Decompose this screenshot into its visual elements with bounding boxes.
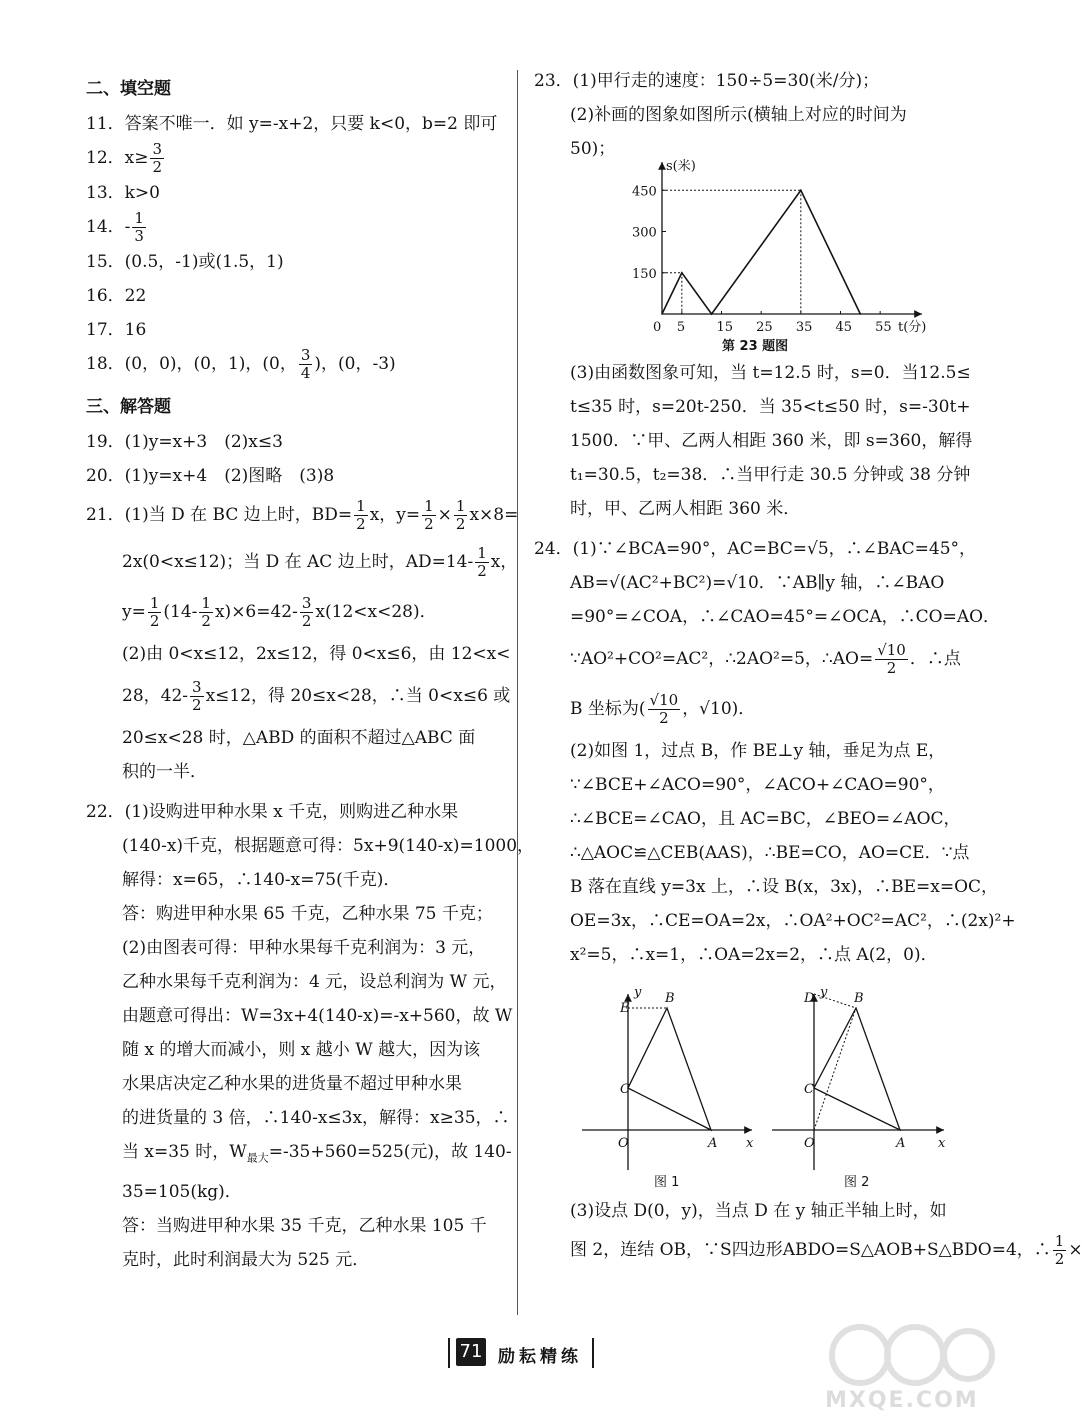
answer-15: 15．(0.5，-1)或(1.5，1) (86, 252, 284, 272)
fig1-label-e: E (620, 1001, 630, 1016)
page-number: 71 (456, 1338, 486, 1366)
answer-16: 16．22 (86, 286, 147, 306)
chart-x-tick-label: 55 (875, 320, 892, 335)
fig1-label-x: x (746, 1136, 754, 1151)
fraction: $\frac{3}{4}$ (300, 346, 311, 382)
brand-name: 励耘精练 (498, 1347, 582, 1367)
answer-19: 19．(1)y=x+3 (2)x≤3 (86, 432, 283, 452)
fraction: $\frac{1}{2}$ (455, 497, 466, 533)
chart-x-tick-label: 5 (676, 320, 686, 335)
fig1-caption: 图 1 (654, 1175, 680, 1190)
chart-y-tick-label: 450 (632, 184, 657, 200)
geometry-figures (534, 972, 954, 1194)
figure-24-diagrams (534, 972, 954, 1194)
fraction: $\frac{1}{2}$ (201, 594, 211, 630)
fraction: $\frac{3}{2}$ (301, 594, 312, 630)
answer-17: 17．16 (86, 320, 147, 340)
left-column (86, 64, 535, 1283)
fraction: $\frac{1}{2}$ (477, 544, 487, 580)
footer-right-bar (592, 1338, 594, 1368)
answer-20: 20．(1)y=x+4 (2)图略 (3)8 (86, 466, 335, 486)
column-divider (517, 70, 518, 1315)
answer-14: 14．- $\frac{1}{3}$ (86, 209, 144, 245)
chart-point (661, 313, 663, 315)
chart-point (681, 272, 683, 274)
chart-point (860, 313, 862, 315)
fraction: $\frac{1}{3}$ (134, 209, 144, 245)
fig1-triangle (628, 1008, 711, 1130)
chart-x-tick-label: 35 (795, 320, 813, 335)
answer-18: 18．(0，0)，(0，1)，(0， $\frac{3}{4}$ )，(0，-3) (86, 346, 396, 382)
distance-time-chart (534, 159, 954, 356)
fig2-label-x: x (938, 1136, 946, 1151)
answer-12: 12．x≥ $\frac{3}{2}$ (86, 140, 163, 176)
watermark-text: MXQE.COM (825, 1388, 979, 1413)
watermark-logo-icon (820, 1320, 995, 1390)
chart-x-tick-label: 15 (716, 320, 734, 335)
chart-point (711, 313, 713, 315)
chart-title: 第 23 题图 (722, 339, 789, 354)
fig1-label-y: y (634, 985, 642, 1000)
watermark (820, 1320, 995, 1420)
chart-x-tick-label: 45 (835, 320, 853, 335)
fraction: $\frac{√10}{2}$ (877, 641, 906, 677)
right-column (534, 64, 1083, 1278)
fig2-label-b: B (854, 991, 864, 1006)
fraction: $\frac{√10}{2}$ (649, 691, 679, 727)
chart-y-tick-label: 300 (632, 225, 657, 241)
fig2-label-c: C (804, 1082, 814, 1097)
footer-left-bar (448, 1338, 450, 1368)
fraction: $\frac{1}{2}$ (1054, 1232, 1065, 1268)
chart-x-label: t(分) (898, 320, 927, 335)
fig2-triangle (814, 1008, 900, 1130)
fig1-label-b: B (665, 991, 675, 1006)
figure-2 (772, 985, 946, 1190)
figure-1 (582, 985, 754, 1190)
fraction: $\frac{1}{2}$ (356, 497, 366, 533)
fig2-label-d: D (804, 991, 815, 1006)
chart-series-line (662, 190, 860, 314)
chart-x-tick-label: 25 (756, 320, 773, 335)
answer-11: 11．答案不唯一．如 y=-x+2，只要 k<0，b=2 即可 (86, 114, 498, 134)
fig2-ob-dashed (814, 1008, 856, 1130)
fig2-label-y: y (820, 985, 828, 1000)
fig1-label-c: C (620, 1082, 630, 1097)
chart-y-tick-label: 150 (632, 266, 657, 282)
fraction: $\frac{3}{2}$ (192, 678, 202, 714)
fig2-caption: 图 2 (844, 1175, 870, 1190)
section-solve-title: 三、解答题 (86, 397, 171, 417)
section-fill-blank-title: 二、填空题 (86, 79, 171, 99)
fig2-label-o: O (804, 1136, 815, 1151)
answer-21: 21．(1)当 D 在 BC 边上时，BD= $\frac{1}{2}$ x，y= $\frac{1}{2}$ × $\frac{1}{2}$ x×8= 2x(0<x≤12)；当 D 在 AC 边上时，AD=14- $\frac{1}{2}$ x， y= $\frac{1}{2}$ (14- $\frac{1}{2}$ x)×6=42- $\frac{3}{2}$ x(12<x<28)． (2)由 0<x≤12，2x≤12，得 0<x≤6，由 12<x< 28，42- $\frac{3}{2}$ x≤12，得 20≤x<28，∴当 0<x≤6 或 20≤x<28 时，△ABD 的面积不超过△ABC 面 积的一半． (86, 497, 519, 782)
chart-point (800, 189, 802, 191)
answer-24: 24．(1)∵∠BCA=90°，AC=BC=√5，∴∠BAC=45°， AB=√(AC²+BC²)=√10．∵AB∥y 轴，∴∠BAO =90°=∠COA，∴∠CAO=45°=∠OCA，∴CO=AO． ∵AO²+CO²=AC²，∴2AO²=5，∴AO= $\frac{√10}{2}$ ．∴点 B 坐标为( $\frac{√10}{2}$ ，√10)． (2)如图 1，过点 B，作 BE⊥y 轴，垂足为点 E， ∵∠BCE+∠ACO=90°，∠ACO+∠CAO=90°， ∴∠BCE=∠CAO，且 AC=BC，∠BEO=∠AOC， ∴△AOC≌△CEB(AAS)，∴BE=CO，AO=CE．∵点 B 落在直线 y=3x 上，∴设 B(x，3x)，∴BE=x=OC， OE=3x，∴CE=OA=2x，∴OA²+OC²=AC²，∴(2x)²+ x²=5，∴x=1，∴OA=2x=2，∴点 A(2，0)． E B C O A x y 图 1 D B C O A x y 图 2 (3)设点 D(0，y)，当点 D 在 y 轴正半轴上时，如 图 2，连结 OB，∵S四边形ABDO=S△AOB+S△BDO=4，∴ $\frac{1}{2}$ × (534, 539, 1083, 1268)
answer-23: 23．(1)甲行走的速度：150÷5=30(米/分)； (2)补画的图象如图所示(横轴上对应的时间为 50)； s(米) t(分) 0 5 15 25 35 45 55 150 300 450 第 23 题图 (3)由函数图象可知，当 t=12.5 时，s=0．当12.5≤ t≤35 时，s=20t-250．当 35<t≤50 时，s=-30t+ 1500．∵甲、乙两人相距 360 米，即 s=360，解得 t₁=30.5，t₂=38．∴当甲行走 30.5 分钟或 38 分钟 时，甲、乙两人相距 360 米． (534, 71, 973, 519)
answer-13: 13．k>0 (86, 183, 160, 203)
fig2-label-a: A (896, 1136, 906, 1151)
chart-x-tick-label: 0 (653, 320, 662, 335)
fraction: $\frac{3}{2}$ (152, 140, 163, 176)
answer-22: 22．(1)设购进甲种水果 x 千克，则购进乙种水果 (140-x)千克，根据题意可得：5x+9(140-x)=1000， 解得：x=65，∴140-x=75(千克)． 答：购进甲种水果 65 千克，乙种水果 75 千克； (2)由图表可得：甲种水果每千克利润为：3 元， 乙种水果每千克利润为：4 元，设总利润为 W 元， 由题意可得出：W=3x+4(140-x)=-x+560，故 W 随 x 的增大而减小，则 x 越小 W 越大，因为该 水果店决定乙种水果的进货量不超过甲种水果 的进货量的 3 倍，∴140-x≤3x，解得：x≥35，∴ 当 x=35 时，$W_{最大}=-35+560=525$(元)，故 140- 35=105(kg)． 答：当购进甲种水果 35 千克，乙种水果 105 千 克时，此时利润最大为 525 元． (86, 802, 535, 1271)
fraction: $\frac{1}{2}$ (424, 497, 434, 533)
chart-y-label: s(米) (666, 159, 696, 174)
fig1-label-a: A (708, 1136, 718, 1151)
fig1-label-o: O (618, 1136, 629, 1151)
fraction: $\frac{1}{2}$ (149, 594, 160, 630)
figure-23-chart (534, 159, 954, 356)
